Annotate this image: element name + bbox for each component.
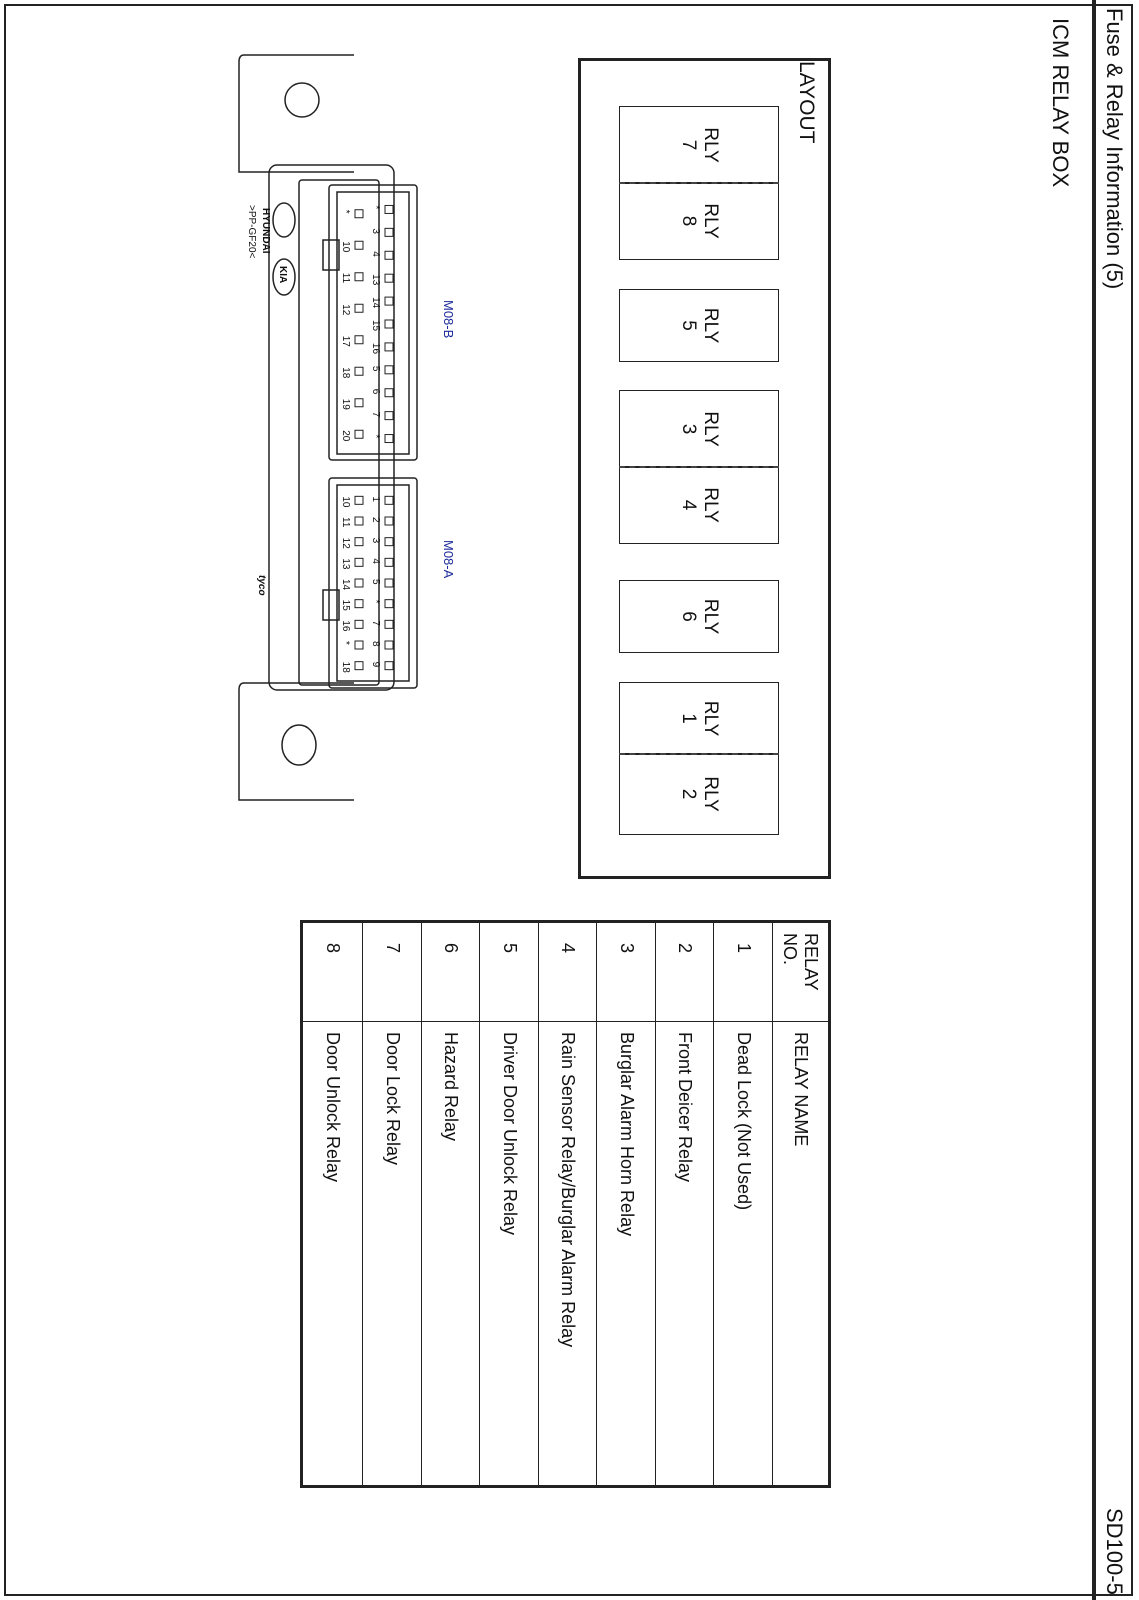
relay-3: RLY 3 <box>619 390 779 468</box>
mount-tab-right <box>239 683 354 800</box>
relay-no: 7 <box>363 922 422 1022</box>
header-relay-name: RELAY NAME <box>773 1022 830 1487</box>
relay-no: 6 <box>421 922 480 1022</box>
relay-name: Front Deicer Relay <box>655 1022 714 1487</box>
connector-b-pin-label: 17 <box>340 335 351 347</box>
relay-8: RLY 8 <box>619 182 779 260</box>
relay-no: 8 <box>302 922 363 1022</box>
connector-b-pin-label: 11 <box>340 272 351 284</box>
part-marking: >PP-GF20< <box>246 205 257 259</box>
relay-1: RLY 1 <box>619 682 779 755</box>
connector-a-pin-label: 4 <box>370 558 381 564</box>
hyundai-logo-icon <box>273 203 295 237</box>
connector-a-pin-label: 12 <box>340 537 351 549</box>
connector-b-pin-cavity <box>385 343 393 351</box>
connector-a-pin-label: 3 <box>370 537 381 544</box>
connector-a-pin-cavity <box>355 662 363 670</box>
connector-a-pin-cavity <box>355 538 363 546</box>
connector-a-pin-cavity <box>385 662 393 670</box>
connector-b-pin-label: * <box>340 209 351 214</box>
relay-name: Driver Door Unlock Relay <box>480 1022 539 1487</box>
connector-b-pin-cavity <box>355 241 363 249</box>
connector-b-pin-label: * <box>370 205 381 210</box>
connector-b-pin-label: 18 <box>340 367 351 379</box>
page-code: SD100-5 <box>1102 1508 1127 1595</box>
connector-b-pin-cavity <box>385 274 393 282</box>
connector-b-pin-cavity <box>385 205 393 213</box>
connector-a-pin-label: * <box>370 599 381 604</box>
table-row <box>655 922 714 1487</box>
relay-no: 5 <box>480 922 539 1022</box>
connector-a-pin-cavity <box>385 641 393 649</box>
relay-7: RLY 7 <box>619 106 779 184</box>
relay-2: RLY 2 <box>619 753 779 835</box>
connector-a-pin-label: 5 <box>370 579 381 585</box>
connector-b-pin-cavity <box>385 320 393 328</box>
connector-a-pin-label: 7 <box>370 620 381 626</box>
relay-name: Rain Sensor Relay/Burglar Alarm Relay <box>538 1022 597 1487</box>
connector-b-pin-cavity <box>355 273 363 281</box>
connector-b-pin-label: 5 <box>370 365 381 372</box>
connector-b-pin-cavity <box>385 297 393 305</box>
connector-a-pin-cavity <box>355 579 363 587</box>
relay-no: 2 <box>655 922 714 1022</box>
connector-a-label: M08-A <box>441 540 456 579</box>
connector-b-pin-cavity <box>385 412 393 420</box>
connector-a-pin-label: 11 <box>340 517 351 528</box>
relay-name: Burglar Alarm Horn Relay <box>597 1022 656 1487</box>
connector-b-pin-cavity <box>355 304 363 312</box>
kia-text: KIA <box>277 266 288 284</box>
connector-b-pin-cavity <box>385 435 393 443</box>
tyco-brand: tyco <box>256 575 267 596</box>
relay-5: RLY 5 <box>619 289 779 362</box>
table-row <box>714 922 773 1487</box>
connector-b-pin-cavity <box>355 399 363 407</box>
table-row <box>480 922 539 1487</box>
mount-hole-right <box>282 725 316 765</box>
connector-a-pin-cavity <box>385 558 393 566</box>
hyundai-text: HYUNDAI <box>260 208 271 254</box>
table-row <box>363 922 422 1487</box>
connector-a-pin-cavity <box>355 641 363 649</box>
connector-b-pin-label: 10 <box>340 241 351 253</box>
table-row <box>597 922 656 1487</box>
connector-b-pin-label: 15 <box>370 320 381 332</box>
connector-a-pin-cavity <box>385 579 393 587</box>
relay-4: RLY 4 <box>619 466 779 544</box>
relay-no: 4 <box>538 922 597 1022</box>
connector-a-pin-cavity <box>385 496 393 504</box>
page-title: Fuse & Relay Information (5) <box>1102 8 1127 290</box>
connector-a-pin-cavity <box>385 517 393 525</box>
table-row <box>302 922 363 1487</box>
header-relay-no: RELAY NO. <box>773 922 830 1022</box>
connector-b-pin-label: 14 <box>370 297 381 309</box>
connector-b-pin-label: 12 <box>340 304 351 316</box>
connector-a-pin-label: 14 <box>340 579 351 591</box>
connector-a-pin-cavity <box>355 600 363 608</box>
connector-b-pin-cavity <box>355 210 363 218</box>
connector-b-pin-cavity <box>385 251 393 259</box>
connector-b-pin-cavity <box>355 336 363 344</box>
mount-tab-left <box>239 55 354 172</box>
connector-a-pin-cavity <box>385 538 393 546</box>
connector-b-pin-cavity <box>385 228 393 236</box>
connector-b-pin-label: * <box>370 434 381 439</box>
table-row <box>421 922 480 1487</box>
mount-hole-left <box>285 83 319 117</box>
layout-title: LAYOUT <box>795 61 818 144</box>
connector-a-pin-label: 16 <box>340 620 351 632</box>
connector-b-pin-cavity <box>385 366 393 374</box>
connector-b-pin-label: 20 <box>340 430 351 442</box>
relay-no: 1 <box>714 922 773 1022</box>
relay-name: Door Unlock Relay <box>302 1022 363 1487</box>
connector-a-pin-cavity <box>385 620 393 628</box>
table-header-row <box>773 922 830 1487</box>
relay-name: Dead Lock (Not Used) <box>714 1022 773 1487</box>
connector-b-pin-label: 4 <box>370 251 381 257</box>
relay-table <box>300 920 831 1488</box>
connector-a-pin-cavity <box>355 496 363 504</box>
connector-a-pin-label: 18 <box>340 661 351 673</box>
connector-a-pin-label: 15 <box>340 599 351 611</box>
connector-b-pin-label: 6 <box>370 388 381 395</box>
connector-b-pin-cavity <box>355 367 363 375</box>
connector-a-pin-cavity <box>355 517 363 525</box>
relay-6: RLY 6 <box>619 580 779 653</box>
connector-a-pin-label: 9 <box>370 661 381 668</box>
connector-a-pin-cavity <box>355 620 363 628</box>
connector-housing <box>269 165 394 690</box>
connector-a-pin-label: 13 <box>340 558 351 570</box>
connector-b-label: M08-B <box>441 300 456 339</box>
connector-b-pin-label: 7 <box>370 411 381 418</box>
relay-no: 3 <box>597 922 656 1022</box>
connector-a-pin-cavity <box>355 558 363 566</box>
connector-b-pin-label: 3 <box>370 228 381 234</box>
connector-a-pin-label: 1 <box>370 496 381 502</box>
connector-a-pin-label: 10 <box>340 496 351 508</box>
connector-b-pin-label: 16 <box>370 342 381 355</box>
connector-b-pin-label: 19 <box>340 398 351 410</box>
connector-b-pin-cavity <box>355 430 363 438</box>
connector-a-pin-label: * <box>340 641 351 645</box>
relay-name: Hazard Relay <box>421 1022 480 1487</box>
connector-b-pin-cavity <box>385 389 393 397</box>
relay-name: Door Lock Relay <box>363 1022 422 1487</box>
connector-a-pin-label: 8 <box>370 641 381 647</box>
section-title: ICM RELAY BOX <box>1048 18 1073 188</box>
connector-a-pin-cavity <box>385 600 393 608</box>
connector-a-pin-label: 2 <box>370 517 381 523</box>
connector-b-pin-label: 13 <box>370 274 381 286</box>
table-row <box>538 922 597 1487</box>
